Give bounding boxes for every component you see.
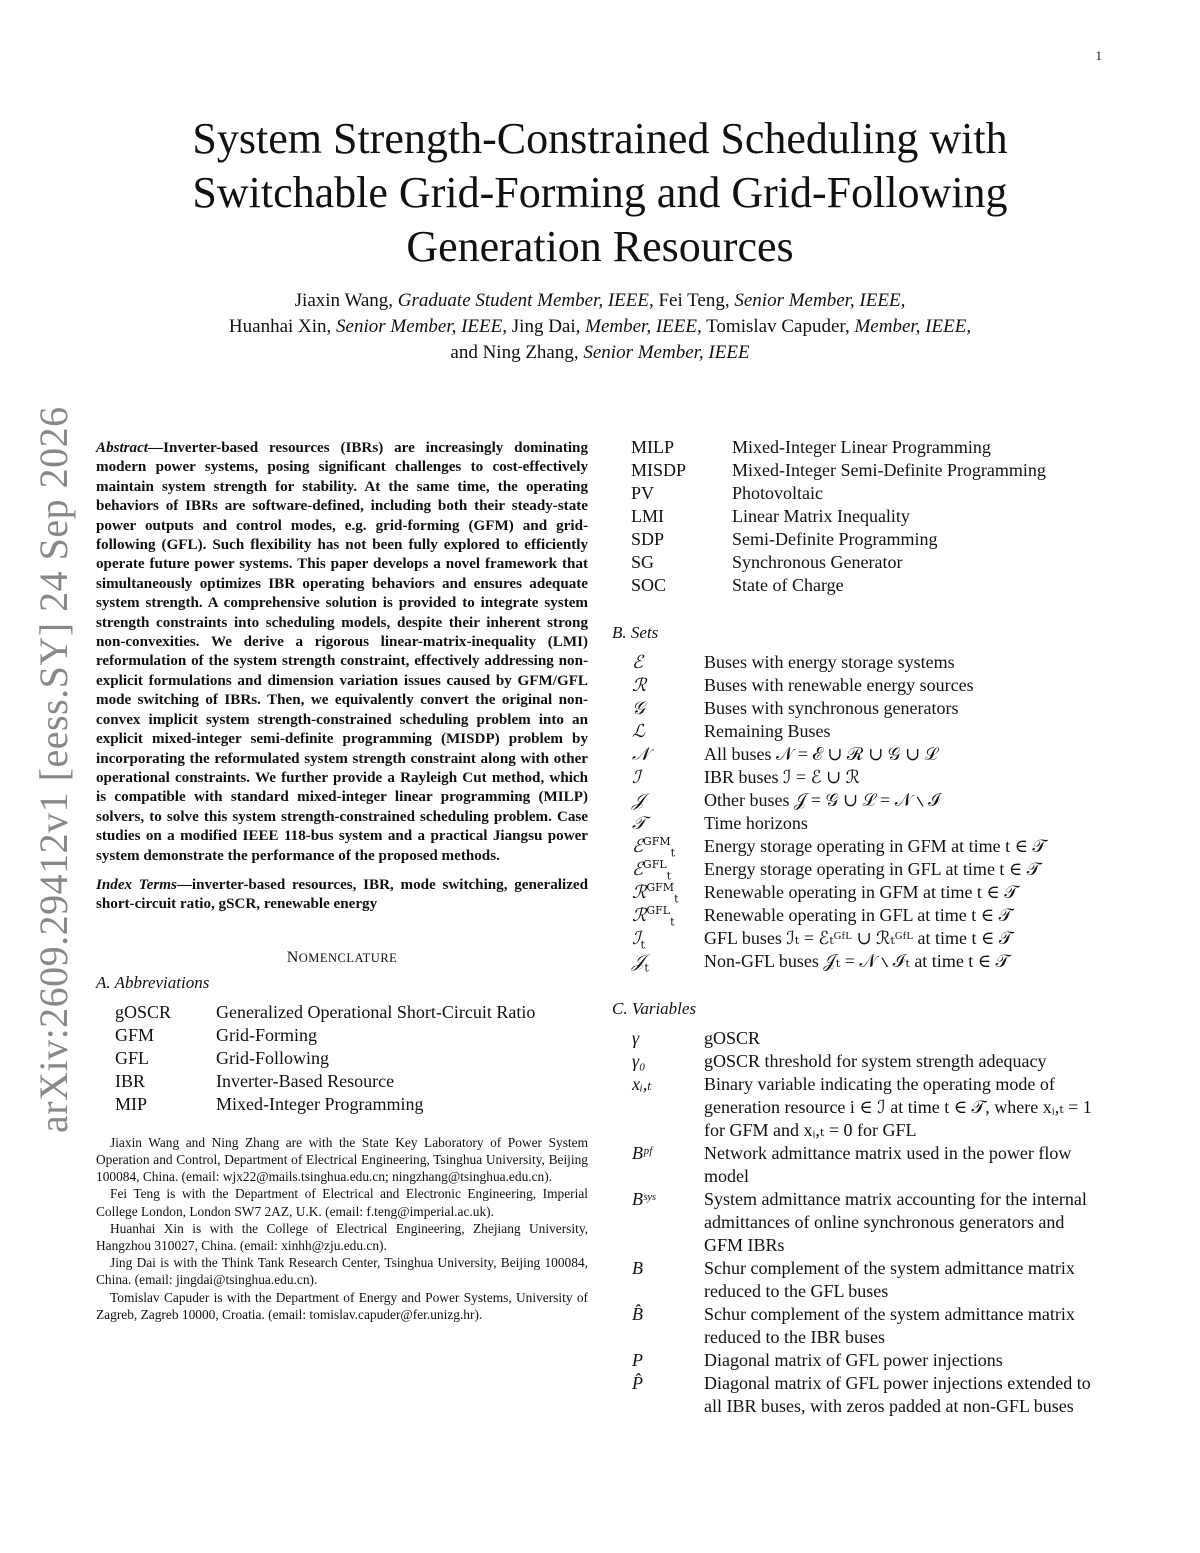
- definition-symbol: IBR: [115, 1070, 146, 1091]
- index-terms-label: Index Terms: [96, 876, 177, 893]
- definition-text: Schur complement of the system admittance matrix reduced to the GFL buses: [704, 1258, 1075, 1301]
- definition-symbol: 𝒯: [632, 813, 646, 834]
- definition-text: Synchronous Generator: [732, 552, 903, 572]
- arxiv-stamp: arXiv:2609.29412v1 [eess.SY] 24 Sep 2026: [31, 406, 76, 1133]
- definition-row: [632, 720, 1046, 743]
- definition-symbol: Bˢʸˢ: [632, 1189, 656, 1209]
- definition-symbol: SDP: [631, 529, 665, 549]
- section-abbreviations: A. Abbreviations: [96, 972, 210, 992]
- definition-row: [632, 950, 1046, 973]
- definition-symbol: ℰ$^{GFL}_t$: [632, 858, 672, 883]
- paper-title: System Strength-Constrained Scheduling with Switchable Grid-Forming and Grid-Following Generation Resources: [192, 114, 1008, 271]
- definition-text: State of Charge: [732, 575, 844, 595]
- footnote: Jiaxin Wang and Ning Zhang are with the State Key Laboratory of Power System Operation and Control, Department of Electrical Engineering, Tsinghua University, Beijing 100084, China. (email: wjx22@mails.tsinghua.edu.cn; ningzhang@tsinghua.edu.cn).: [96, 1134, 588, 1185]
- definition-symbol: γ₀: [632, 1051, 646, 1071]
- definition-symbol: GFL: [115, 1047, 150, 1068]
- footnote: Jing Dai is with the Think Tank Research Center, Tsinghua University, Beijing 100084, China. (email: jingdai@tsinghua.edu.cn).: [96, 1255, 588, 1288]
- author-name: Jing Dai,: [511, 316, 581, 337]
- footnote: Fei Teng is with the Department of Electrical and Electronic Engineering, Imperial College London, London SW7 2AZ, U.K. (email: f.teng@imperial.ac.uk).: [96, 1186, 588, 1219]
- definition-symbol: B̂: [632, 1304, 643, 1324]
- definition-row: [631, 528, 1046, 551]
- definition-text: Mixed-Integer Semi-Definite Programming: [732, 460, 1046, 480]
- definition-row: [631, 482, 1046, 505]
- definition-text: Schur complement of the system admittance matrix reduced to the IBR buses: [704, 1304, 1075, 1347]
- abstract-text: —Inverter-based resources (IBRs) are increasingly dominating modern power systems, posing significant challenges to cost-effectively maintain system strength for stability. At the same time, the operating behaviors of IBRs are software-defined, including both their steady-state power outputs and control modes, e.g. grid-forming (GFM) and grid-following (GFL). Such flexibility has not been fully explored to efficiently operate future power systems. This paper develops a novel framework that simultaneously optimizes IBR operating behaviors and ensures adequate system strength. A comprehensive solution is provided to integrate system strength constraints into scheduling models, despite their inherent strong non-convexities. We derive a rigorous linear-matrix-inequality (LMI) reformulation of the system strength constraint, effectively addressing non-explicit formulations and dimension variation issues caused by GFM/GFL mode switching of IBRs. Then, we equivalently convert the original non-convex implicit system strength-constrained scheduling problem into an explicit mixed-integer semi-definite programming (MISDP) problem by incorporating the reformulated system strength constraint along with other operational constraints. We further provide a Rayleigh Cut method, which is compatible with standard mixed-integer linear programming (MILP) solvers, to solve this system strength-constrained scheduling problem. Case studies on a modified IEEE 118-bus system and a practical Jiangsu power system demonstrate the performance of the proposed methods.: [96, 440, 588, 864]
- definition-row: [632, 1073, 1106, 1142]
- definition-symbol: ℐ: [632, 767, 641, 788]
- author-name: Fei Teng,: [658, 290, 730, 311]
- definition-row: [632, 1050, 1106, 1073]
- definition-text: IBR buses ℐ = ℰ ∪ ℛ: [704, 767, 860, 787]
- author-role: Member, IEEE,: [854, 316, 972, 337]
- definition-text: GFL buses ℐₜ = ℰₜᴳᶠᴸ ∪ ℛₜᴳᶠᴸ at time t ∈ 𝒯: [704, 928, 1013, 948]
- nomenclature-heading: NOMENCLATURE: [286, 948, 398, 966]
- definition-row: [631, 459, 1046, 482]
- definition-row: [632, 743, 1046, 766]
- definition-symbol: MISDP: [631, 460, 687, 480]
- definition-row: [632, 1188, 1106, 1257]
- definition-symbol: ℰ: [632, 652, 643, 673]
- definition-row: [115, 1024, 535, 1047]
- footnote: Huanhai Xin is with the College of Electrical Engineering, Zhejiang University, Hangzhou 310027, China. (email: xinhh@zju.edu.cn).: [96, 1220, 588, 1253]
- definition-row: [115, 1093, 535, 1116]
- definition-symbol: LMI: [631, 506, 664, 526]
- definition-symbol: 𝒢: [632, 698, 645, 719]
- footnote: Tomislav Capuder is with the Department of Energy and Power Systems, University of Zagreb, Zagreb 10000, Croatia. (email: tomislav.capuder@fer.unizg.hr).: [96, 1289, 588, 1322]
- definition-text: Energy storage operating in GFL at time t ∈ 𝒯: [704, 859, 1041, 879]
- definition-text: Inverter-Based Resource: [216, 1070, 395, 1091]
- definition-symbol: SG: [631, 552, 655, 572]
- definition-text: Other buses 𝒥 = 𝒢 ∪ ℒ = 𝒩 ∖ ℐ: [704, 790, 941, 810]
- definition-symbol: PV: [631, 483, 655, 503]
- definition-text: Renewable operating in GFL at time t ∈ 𝒯: [704, 905, 1013, 925]
- definition-text: Remaining Buses: [704, 721, 831, 741]
- definition-text: Time horizons: [704, 813, 808, 833]
- definition-text: Binary variable indicating the operating mode of generation resource i ∈ ℐ at time t ∈ 𝒯, where xᵢ,ₜ = 1 for GFM and xᵢ,ₜ = 0 for GFL: [704, 1074, 1092, 1140]
- definition-text: Energy storage operating in GFM at time t ∈ 𝒯: [704, 836, 1047, 856]
- definition-row: [632, 904, 1046, 927]
- definition-text: Photovoltaic: [732, 483, 823, 503]
- definition-row: [632, 1257, 1106, 1303]
- definition-symbol: B: [632, 1258, 643, 1278]
- definition-symbol: xᵢ,ₜ: [632, 1074, 652, 1094]
- definition-symbol: GFM: [115, 1024, 155, 1045]
- definition-symbol: MIP: [115, 1093, 148, 1114]
- definition-row: [632, 835, 1046, 858]
- definition-row: [632, 766, 1046, 789]
- definition-symbol: SOC: [631, 575, 667, 595]
- definition-row: [632, 1142, 1106, 1188]
- definition-row: [632, 1372, 1106, 1418]
- definition-text: Non-GFL buses 𝒥ₜ = 𝒩 ∖ ℐₜ at time t ∈ 𝒯: [704, 951, 1010, 971]
- definition-text: Buses with renewable energy sources: [704, 675, 974, 695]
- section-variables: C. Variables: [612, 999, 697, 1018]
- abbreviation-table: [115, 1001, 535, 1116]
- definition-text: Grid-Forming: [216, 1024, 317, 1045]
- author-role: Senior Member, IEEE: [583, 342, 750, 363]
- definition-symbol: γ: [632, 1028, 640, 1048]
- definition-symbol: ℒ: [632, 721, 645, 742]
- author-name: Tomislav Capuder,: [706, 316, 850, 337]
- author-footnotes: [96, 1134, 588, 1323]
- abstract: [96, 439, 588, 866]
- right-column: [612, 436, 1106, 1418]
- definition-text: Diagonal matrix of GFL power injections: [704, 1350, 1003, 1370]
- definition-text: gOSCR threshold for system strength adequacy: [704, 1051, 1047, 1071]
- definition-symbol: Bᵖᶠ: [632, 1143, 652, 1163]
- author-name: Jiaxin Wang,: [294, 290, 394, 311]
- definition-row: [115, 1070, 535, 1093]
- definition-text: Buses with energy storage systems: [704, 652, 955, 672]
- definition-row: [631, 574, 1046, 597]
- definition-row: [631, 436, 1046, 459]
- definition-symbol: ℛ: [632, 675, 647, 696]
- author-role: Member, IEEE,: [585, 316, 702, 337]
- definition-text: All buses 𝒩 = ℰ ∪ ℛ ∪ 𝒢 ∪ ℒ: [704, 744, 938, 764]
- index-terms-text: —inverter-based resources, IBR, mode switching, generalized short-circuit ratio, gSCR, renewable energy: [96, 876, 588, 913]
- definition-symbol: 𝒩: [632, 744, 650, 765]
- definition-text: Network admittance matrix used in the power flow model: [704, 1143, 1072, 1186]
- definition-text: Linear Matrix Inequality: [732, 506, 910, 526]
- definition-row: [632, 651, 1046, 674]
- definition-text: Grid-Following: [216, 1047, 330, 1068]
- section-sets: B. Sets: [612, 623, 659, 642]
- definition-row: [632, 674, 1046, 697]
- definition-row: [632, 1027, 1106, 1050]
- definition-row: [115, 1047, 535, 1070]
- index-terms: [96, 876, 588, 915]
- definition-row: [632, 1349, 1106, 1372]
- definition-row: [632, 812, 1046, 835]
- definition-symbol: gOSCR: [115, 1001, 172, 1022]
- definition-row: [631, 505, 1046, 528]
- definition-text: Diagonal matrix of GFL power injections extended to all IBR buses, with zeros padded at non-GFL buses: [704, 1373, 1091, 1416]
- author-name: Huanhai Xin,: [228, 316, 332, 337]
- definition-text: Generalized Operational Short-Circuit Ratio: [216, 1001, 536, 1022]
- definition-row: [632, 697, 1046, 720]
- definition-symbol: ℛ$^{GFM}_t$: [632, 881, 679, 906]
- definition-row: [632, 927, 1046, 950]
- definition-row: [632, 1303, 1106, 1349]
- definition-row: [631, 551, 1046, 574]
- definition-text: Mixed-Integer Linear Programming: [732, 437, 991, 457]
- author-list: [100, 288, 1100, 366]
- definition-text: gOSCR: [704, 1028, 761, 1048]
- definition-text: System admittance matrix accounting for the internal admittances of online synchronous generators and GFM IBRs: [704, 1189, 1087, 1255]
- definition-text: Semi-Definite Programming: [732, 529, 938, 549]
- definition-symbol: ℰ$^{GFM}_t$: [632, 835, 676, 860]
- definition-text: Renewable operating in GFM at time t ∈ 𝒯: [704, 882, 1019, 902]
- sets-table: [632, 651, 1046, 973]
- definition-symbol: ℛ$^{GFL}_t$: [632, 904, 675, 929]
- abbreviation-table-continued: [631, 436, 1046, 597]
- definition-symbol: MILP: [631, 437, 675, 457]
- definition-symbol: 𝒥$_t$: [632, 951, 649, 975]
- definition-row: [115, 1001, 535, 1024]
- abstract-label: Abstract: [96, 440, 148, 456]
- author-role: Senior Member, IEEE,: [336, 316, 508, 337]
- definition-row: [632, 789, 1046, 812]
- author-role: Graduate Student Member, IEEE,: [397, 290, 654, 311]
- definition-symbol: ℐ$_t$: [632, 928, 645, 952]
- variables-table: [632, 1027, 1106, 1418]
- definition-row: [632, 858, 1046, 881]
- definition-text: Buses with synchronous generators: [704, 698, 959, 718]
- author-name: and Ning Zhang,: [450, 342, 579, 363]
- definition-text: Mixed-Integer Programming: [216, 1093, 424, 1114]
- definition-symbol: P: [632, 1350, 643, 1370]
- definition-symbol: P̂: [632, 1373, 643, 1393]
- definition-symbol: 𝒥: [632, 790, 645, 811]
- author-role: Senior Member, IEEE,: [734, 290, 906, 311]
- definition-row: [632, 881, 1046, 904]
- left-column: [96, 439, 588, 1323]
- page-number: 1: [1095, 48, 1102, 63]
